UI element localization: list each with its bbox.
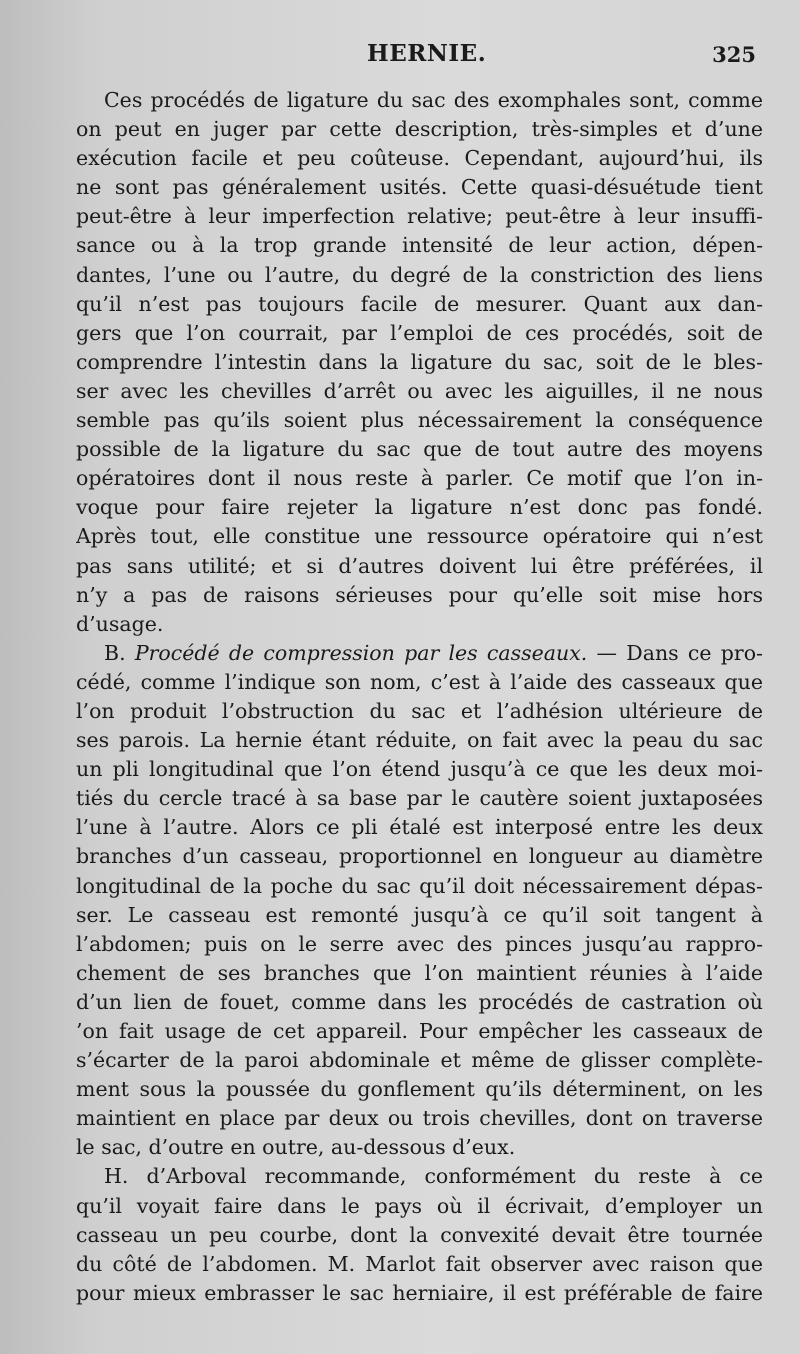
text-line: le sac, d’outre en outre, au-dessous d’eux. bbox=[76, 1135, 516, 1160]
text-line: ment sous la poussée du gonflement qu’ils déterminent, on les bbox=[76, 1077, 763, 1102]
section-title: Procédé de compression par les casseaux. bbox=[134, 640, 588, 665]
text-line: ses parois. La hernie étant réduite, on fait avec la peau du sac bbox=[76, 728, 763, 753]
page-number: 325 bbox=[712, 42, 756, 67]
section-heading-line bbox=[76, 639, 763, 668]
text-line: comprendre l’intestin dans la ligature du sac, soit de le bles- bbox=[76, 349, 763, 374]
text-line: chement de ses branches que l’on maintient réunies à l’aide bbox=[76, 960, 763, 985]
text-line: ne sont pas généralement usités. Cette quasi-désuétude tient bbox=[76, 175, 763, 200]
page-header bbox=[0, 40, 800, 76]
text-line: branches d’un casseau, proportionnel en longueur au diamètre bbox=[76, 844, 763, 869]
text-line: un pli longitudinal que l’on étend jusqu’à ce que les deux moi- bbox=[76, 757, 763, 782]
text-line: l’on produit l’obstruction du sac et l’adhésion ultérieure de bbox=[76, 698, 763, 723]
text-line: exécution facile et peu coûteuse. Cependant, aujourd’hui, ils bbox=[76, 146, 763, 171]
text-line: ser avec les chevilles d’arrêt ou avec les aiguilles, il ne nous bbox=[76, 378, 763, 403]
text-line: sance ou à la trop grande intensité de leur action, dépen- bbox=[76, 233, 763, 258]
text-line: l’une à l’autre. Alors ce pli étalé est interposé entre les deux bbox=[76, 815, 763, 840]
text-line: pas sans utilité; et si d’autres doivent lui être préférées, il bbox=[76, 553, 763, 578]
paragraph-arboval bbox=[76, 1162, 763, 1307]
text-line: longitudinal de la poche du sac qu’il doit nécessairement dépas- bbox=[76, 873, 763, 898]
section-heading-rest: — Dans ce pro- bbox=[587, 640, 763, 665]
text-line: l’abdomen; puis on le serre avec des pinces jusqu’au rappro- bbox=[76, 931, 763, 956]
text-line: qu’il voyait faire dans le pays où il écrivait, d’employer un bbox=[76, 1193, 763, 1218]
text-line: on peut en juger par cette description, très-simples et d’une bbox=[76, 117, 763, 142]
text-line: maintient en place par deux ou trois chevilles, dont on traverse bbox=[76, 1106, 763, 1131]
text-line: d’un lien de fouet, comme dans les procédés de castration où bbox=[76, 989, 763, 1014]
text-line: casseau un peu courbe, dont la convexité devait être tournée bbox=[76, 1222, 763, 1247]
text-line: ’on fait usage de cet appareil. Pour empêcher les casseaux de bbox=[76, 1019, 763, 1043]
section-compression-casseaux bbox=[76, 639, 763, 1163]
text-line: Après tout, elle constitue une ressource opératoire qui n’est bbox=[76, 524, 763, 549]
text-line: pour mieux embrasser le sac herniaire, il est préférable de faire bbox=[76, 1280, 763, 1305]
text-line: gers que l’on courrait, par l’emploi de ces procédés, soit de bbox=[76, 320, 763, 345]
text-line: du côté de l’abdomen. M. Marlot fait observer avec raison que bbox=[76, 1251, 763, 1276]
text-line: d’usage. bbox=[76, 611, 164, 636]
text-line: possible de la ligature du sac que de tout autre des moyens bbox=[76, 437, 763, 462]
text-line: s’écarter de la paroi abdominale et même de glisser complète- bbox=[76, 1048, 763, 1073]
text-line: cédé, comme l’indique son nom, c’est à l’aide des casseaux que bbox=[76, 669, 763, 694]
text-line: n’y a pas de raisons sérieuses pour qu’elle soit mise hors bbox=[76, 582, 763, 607]
running-title: HERNIE. bbox=[367, 40, 487, 67]
text-line: voque pour faire rejeter la ligature n’est donc pas fondé. bbox=[76, 495, 763, 520]
paragraph-ligature bbox=[76, 86, 763, 639]
text-line: ser. Le casseau est remonté jusqu’à ce qu’il soit tangent à bbox=[76, 902, 763, 927]
text-line: dantes, l’une ou l’autre, du degré de la constriction des liens bbox=[76, 262, 763, 287]
text-line: Ces procédés de ligature du sac des exomphales sont, comme bbox=[104, 88, 763, 112]
text-line: peut-être à leur imperfection relative; peut-être à leur insuffi- bbox=[76, 204, 763, 229]
text-line: tiés du cercle tracé à sa base par le cautère soient juxtaposées bbox=[76, 786, 763, 811]
text-line: H. d’Arboval recommande, conformément du reste à ce bbox=[104, 1164, 763, 1189]
page-body bbox=[76, 86, 763, 1308]
text-line: qu’il n’est pas toujours facile de mesurer. Quant aux dan- bbox=[76, 291, 763, 316]
text-line: semble pas qu’ils soient plus nécessairement la conséquence bbox=[76, 408, 763, 433]
text-line: opératoires dont il nous reste à parler. Ce motif que l’on in- bbox=[76, 466, 763, 491]
section-marker: B. bbox=[104, 640, 126, 665]
